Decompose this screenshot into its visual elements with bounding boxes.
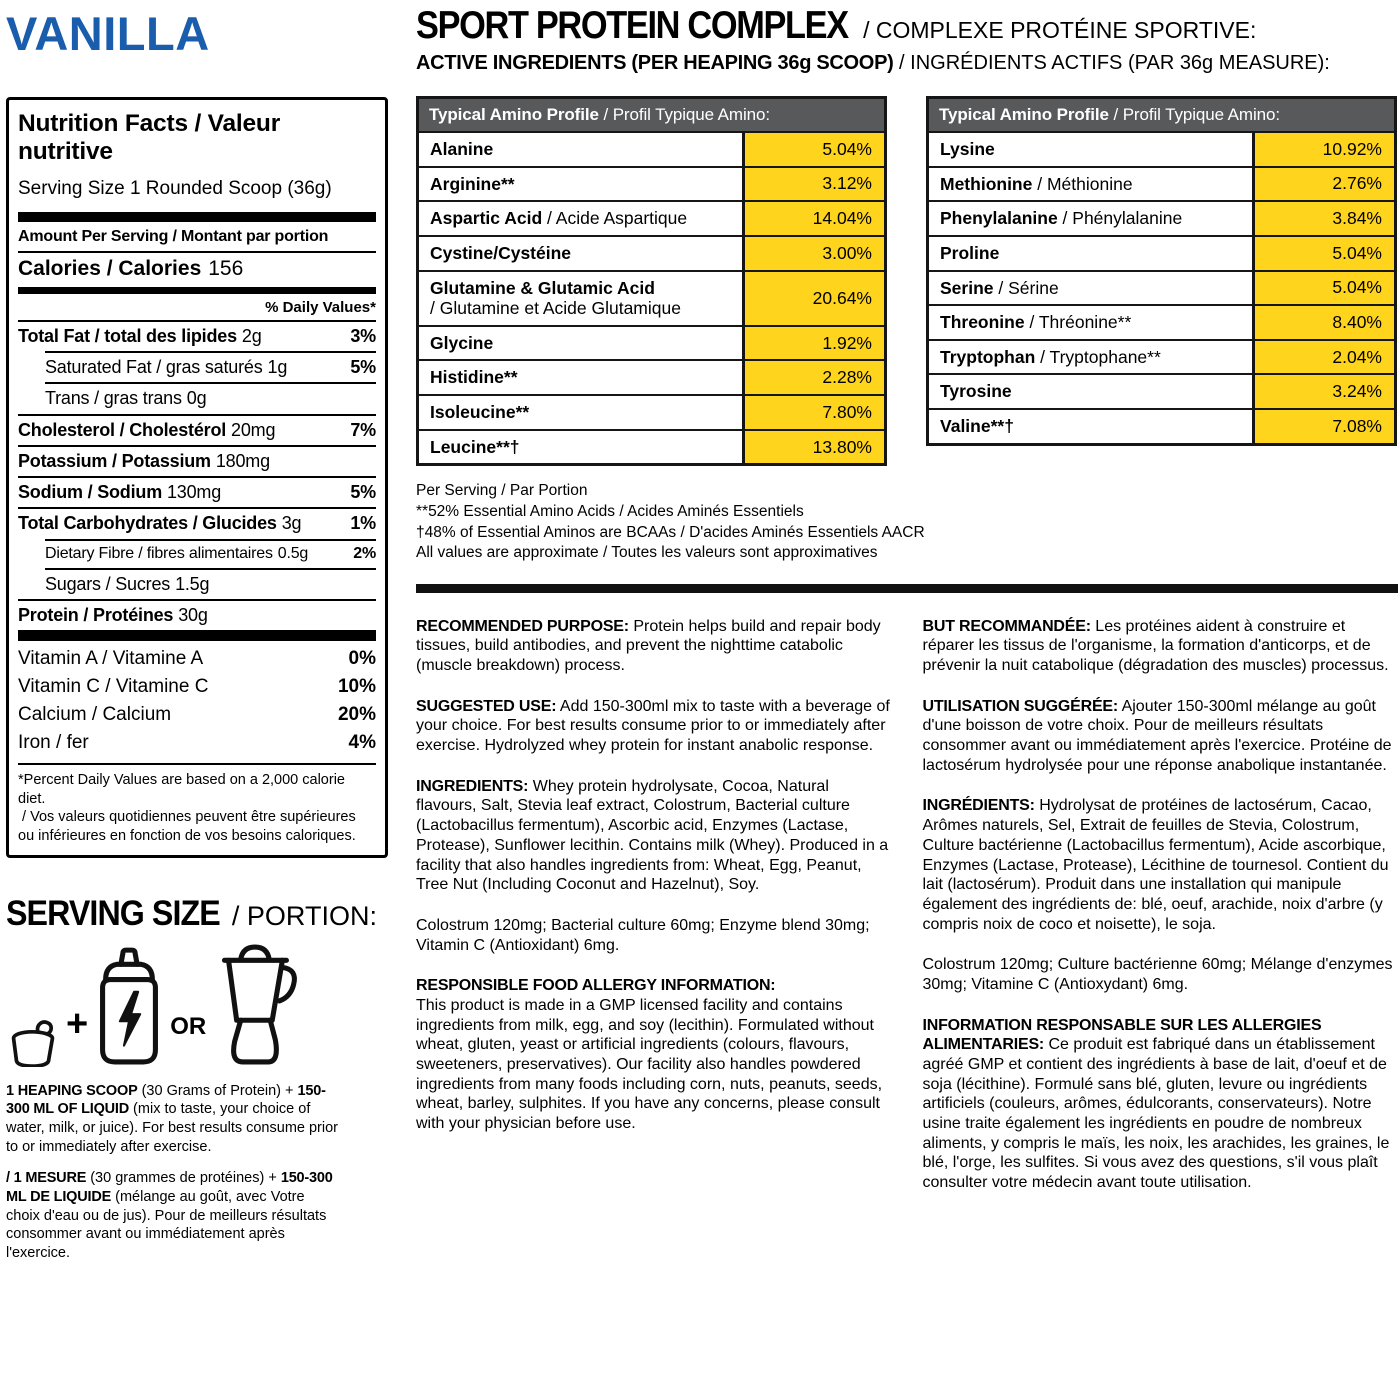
amino-profile-table-1 xyxy=(416,96,887,466)
calories-value: 156 xyxy=(208,257,244,280)
info-columns xyxy=(416,617,1398,1214)
use-paragraph-en: SUGGESTED USE: Add 150-300ml mix to taste with a beverage of your choice. For best results consume prior to or immediately after exercise. Hydrolyzed whey protein for instant anabolic response. xyxy=(416,697,890,755)
nutrition-facts-panel xyxy=(6,97,388,858)
amino-row: Leucine**† 13.80% xyxy=(419,429,884,464)
amino-row: Glycine 1.92% xyxy=(419,325,884,360)
purpose-paragraph-fr: BUT RECOMMANDÉE: Les protéines aident à construire et réparer les tissus de l'organisme, la formation d'anticorps, et de prévenir la nuit catabolique (dégradation des muscles) processus. xyxy=(922,617,1389,675)
flavor-title: VANILLA xyxy=(6,7,210,60)
amino-row: Lysine 10.92% xyxy=(929,131,1394,166)
amino-row: Phenylalanine / Phénylalanine 3.84% xyxy=(929,200,1394,235)
plus-sign: + xyxy=(66,1002,89,1045)
serving-size-line: Serving Size 1 Rounded Scoop (36g) xyxy=(18,178,332,199)
nutrition-facts-title: Nutrition Facts / Valeur nutritive xyxy=(18,110,281,165)
serving-instructions-fr: / 1 MESURE (30 grammes de protéines) + 150-300 ML DE LIQUIDE (mélange au goût, avec Votre choix d'eau ou de jus). Pour de meilleurs résultats consommer avant ou immédiatement après l'exercice. xyxy=(6,1169,333,1262)
amino-table-header: Typical Amino Profile / Profil Typique Amino: xyxy=(419,99,884,131)
nutrient-row-cholesterol: Cholesterol / Cholestérol 20mg 7% xyxy=(18,414,376,445)
vitamins-block xyxy=(18,641,376,763)
allergy-paragraph-fr: INFORMATION RESPONSABLE SUR LES ALLERGIES ALIMENTARIES: Ce produit est fabriqué dans un établissement agréé GMP et contient des ingrédients à base de lait, d'oeuf et de soja (lécithine). Formulé sans blé, gluten, levure ou ingrédients artificiels (couleurs, arômes, édulcorants, conservateurs). Notre usine traite également les ingrédients en poudre de nombreux aliments, y compris le maïs, les noix, les arachides, les graines, le blé, l'orge, les sulfites. Si vous avez des questions, s'il vous plaît consulter votre médecin avant toute utilisation. xyxy=(922,1016,1390,1191)
amino-row: Methionine / Méthionine 2.76% xyxy=(929,166,1394,201)
amino-tables xyxy=(416,96,1398,466)
nutrient-row-potassium: Potassium / Potassium 180mg xyxy=(18,445,376,476)
purpose-paragraph-en: RECOMMENDED PURPOSE: Protein helps build and repair body tissues, build antibodies, and prevent the nighttime catabolic (muscle breakdown) process. xyxy=(416,617,881,675)
amino-row: Tyrosine 3.24% xyxy=(929,373,1394,408)
blender-icon xyxy=(215,943,301,1067)
amino-profile-table-2 xyxy=(926,96,1397,446)
amino-row: Tryptophan / Tryptophane** 2.04% xyxy=(929,339,1394,374)
nutrient-row-protein: Protein / Protéines 30g xyxy=(18,599,376,630)
calories-row xyxy=(18,253,376,287)
actives-paragraph-en: Colostrum 120mg; Bacterial culture 60mg; Enzyme blend 30mg; Vitamin C (Antioxidant) 6mg. xyxy=(416,916,870,954)
amino-row: Proline 5.04% xyxy=(929,235,1394,270)
amino-row: Histidine** 2.28% xyxy=(419,359,884,394)
amino-row: Isoleucine** 7.80% xyxy=(419,394,884,429)
amino-row: Aspartic Acid / Acide Aspartique 14.04% xyxy=(419,200,884,235)
serving-size-heading: SERVING SIZE / PORTION: xyxy=(6,893,377,933)
left-column xyxy=(6,7,388,1263)
active-ingredients-subtitle: ACTIVE INGREDIENTS (PER HEAPING 36g SCOOP) / INGRÉDIENTS ACTIFS (PAR 36g MEASURE): xyxy=(416,51,1330,74)
product-title: SPORT PROTEIN COMPLEX / COMPLEXE PROTÉINE SPORTIVE: xyxy=(416,4,1257,47)
right-section xyxy=(416,6,1398,1214)
nutrient-row-total-fat: Total Fat / total des lipides 2g 3% xyxy=(18,320,376,351)
calories-label: Calories / Calories xyxy=(18,257,202,280)
amino-row: Arginine** 3.12% xyxy=(419,166,884,201)
nutrient-row-sodium: Sodium / Sodium 130mg 5% xyxy=(18,476,376,507)
amino-row: Threonine / Thréonine** 8.40% xyxy=(929,304,1394,339)
amino-row: Alanine 5.04% xyxy=(419,131,884,166)
use-paragraph-fr: UTILISATION SUGGÉRÉE: Ajouter 150-300ml mélange au goût d'une boisson de votre choix. Pour de meilleurs résultats consommer avant ou immédiatement après l'exercice. Protéine de lactosérum hydrolysée pour une réponse anabolique instantanée. xyxy=(922,697,1392,774)
medium-divider xyxy=(18,287,376,294)
nutrient-row-saturated-fat: Saturated Fat / gras saturés 1g 5% xyxy=(45,351,376,382)
section-divider xyxy=(416,584,1398,593)
amino-footnotes: Per Serving / Par Portion **52% Essential Amino Acids / Acides Aminés Essentiels †48% of Essential Aminos are BCAAs / D'acides Aminés Essentiels AACR All values are approximate / Toutes les valeurs sont approximatives xyxy=(416,482,925,562)
serving-instructions-en: 1 HEAPING SCOOP (30 Grams of Protein) + 150-300 ML OF LIQUID (mix to taste, your choice of water, milk, or juice). For best results consume prior to or immediately after exercise. xyxy=(6,1082,338,1156)
actives-paragraph-fr: Colostrum 120mg; Culture bactérienne 60mg; Mélange d'enzymes 30mg; Vitamine C (Antioxydant) 6mg. xyxy=(922,956,1393,993)
info-column-fr xyxy=(923,617,1399,1214)
ingredients-paragraph-en: INGREDIENTS: Whey protein hydrolysate, Cocoa, Natural flavours, Salt, Stevia leaf extract, Colostrum, Bacterial culture (Lactobacillus fermentum), Ascorbic acid, Enzymes (Lactase, Protease), Sunflower lecithin. Contains milk (Whey). Produced in a facility that also handles ingredients from: Wheat, Egg, Peanut, Tree Nut (Including Coconut and Hazelnut), Soy. xyxy=(416,777,889,894)
amino-row: Valine**† 7.08% xyxy=(929,408,1394,443)
amino-table-header: Typical Amino Profile / Profil Typique Amino: xyxy=(929,99,1394,131)
scoop-icon xyxy=(6,1017,60,1067)
daily-values-footnote: *Percent Daily Values are based on a 2,000 calorie diet. / Vos valeurs quotidiennes peuvent être supérieures ou inférieures en fonction de vos besoins caloriques. xyxy=(18,763,376,845)
vitamin-row-c: Vitamin C / Vitamine C 10% xyxy=(18,675,376,697)
info-column-en xyxy=(416,617,892,1214)
shaker-icon xyxy=(97,943,161,1067)
amino-row: Glutamine & Glutamic Acid / Glutamine et Acide Glutamique 20.64% xyxy=(419,270,884,325)
thick-divider xyxy=(18,212,376,222)
ingredients-paragraph-fr: INGRÉDIENTS: Hydrolysat de protéines de lactosérum, Cacao, Arômes naturels, Sel, Extrait de feuilles de Stevia, Colostrum, Culture bactérienne (Lactobacillus fermentum), Acide ascorbique, Enzymes (Lactase, Protease), Lécithine de tournesol. Contient du lait (lactosérum). Produit dans une installation qui manipule également des ingrédients de: blé, oeuf, arachide, noix d'arbre (y compris noix de coco et noisette), le soja. xyxy=(922,797,1389,933)
thick-divider xyxy=(18,630,376,641)
nutrient-row-sugars: Sugars / Sucres 1.5g xyxy=(45,568,376,599)
or-label: OR xyxy=(170,1012,207,1040)
allergy-paragraph-en: RESPONSIBLE FOOD ALLERGY INFORMATION: This product is made in a GMP licensed facility and contains ingredients from milk, egg, and soy (lecithin). Formulated without wheat, gluten, yeast or artificial ingredients (colours, flavours, sweeteners, preservatives). Our facility also handles powdered ingredients from many foods including corn, nuts, peanuts, seeds, wheat, barley, sulphites. If you have any concerns, please consult with your physician before use. xyxy=(416,977,883,1132)
daily-values-header: % Daily Values* xyxy=(265,299,376,316)
amino-row: Serine / Sérine 5.04% xyxy=(929,270,1394,305)
vitamin-row-calcium: Calcium / Calcium 20% xyxy=(18,703,376,725)
nutrient-row-carbohydrates: Total Carbohydrates / Glucides 3g 1% xyxy=(18,507,376,538)
amino-row: Cystine/Cystéine 3.00% xyxy=(419,235,884,270)
vitamin-row-iron: Iron / fer 4% xyxy=(18,731,376,753)
nutrient-row-trans-fat: Trans / gras trans 0g xyxy=(45,382,376,413)
vitamin-row-a: Vitamin A / Vitamine A 0% xyxy=(18,647,376,669)
nutrient-row-fibre: Dietary Fibre / fibres alimentaires 0.5g 2% xyxy=(45,539,376,568)
amount-per-serving: Amount Per Serving / Montant par portion xyxy=(18,228,329,245)
serving-icons-row xyxy=(6,943,388,1067)
